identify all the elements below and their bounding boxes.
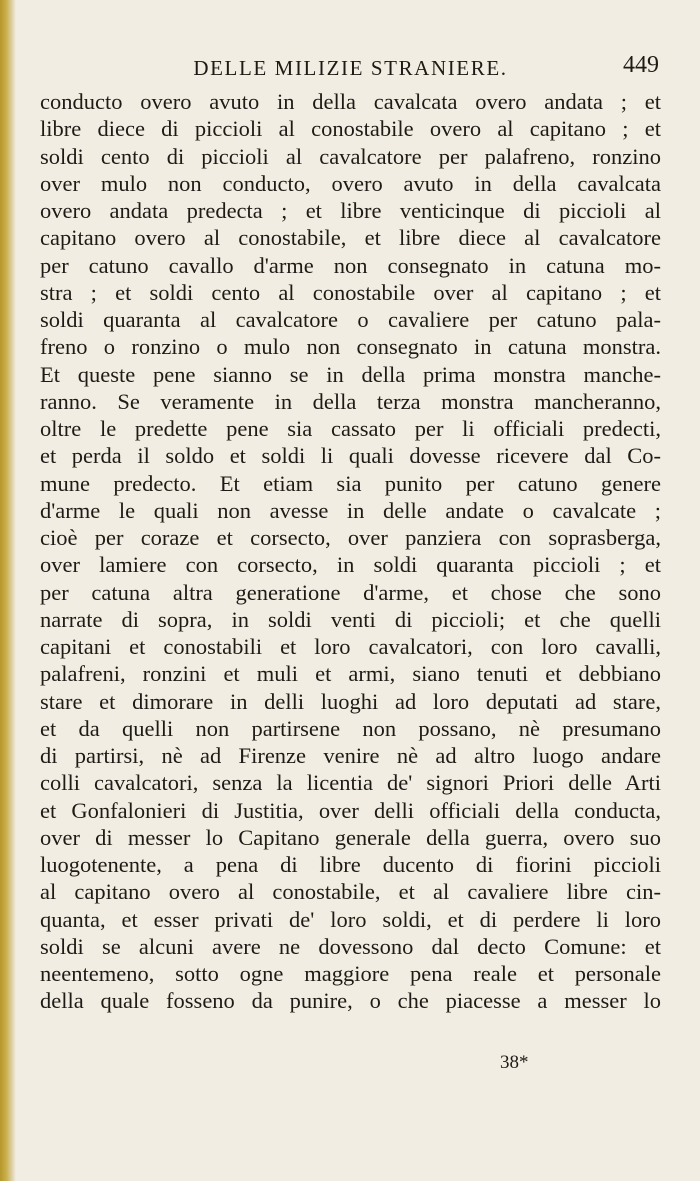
text-line: per catuna altra generatione d'arme, et chose che sono [40,579,661,605]
text-line: d'arme le quali non avesse in delle andate o cavalcate ; [40,497,661,523]
text-line: soldi quaranta al cavalcatore o cavaliere per catuno pala- [40,307,661,332]
text-line: libre diece di piccioli al conostabile overo al capitano ; et [40,116,661,142]
text-line: soldi cento di piccioli al cavalcatore per palafreno, ronzino [40,143,661,169]
text-line: freno o ronzino o mulo non consegnato in catuna monstra. [40,334,661,360]
text-line: soldi se alcuni avere ne dovessono dal decto Comune: et [40,933,661,959]
text-line: conducto overo avuto in della cavalcata overo andata ; et [40,89,661,114]
text-line: cioè per coraze et corsecto, over panziera con soprasberga, [40,525,661,550]
text-line: oltre le predette pene sia cassato per li officiali predecti, [40,416,661,441]
text-line: luogotenente, a pena di libre ducento di fiorini piccioli [40,852,661,877]
text-line: della quale fosseno da punire, o che piacesse a messer lo [40,988,661,1014]
text-line: et da quelli non partirsene non possano, nè presumano [40,715,661,741]
page-number: 449 [623,52,659,78]
text-line: al capitano overo al conostabile, et al cavaliere libre cin- [40,879,661,905]
text-line: mune predecto. Et etiam sia punito per catuno genere [40,470,661,496]
running-title: DELLE MILIZIE STRANIERE. [193,56,508,80]
text-line: per catuno cavallo d'arme non consegnato in catuna mo- [40,252,661,278]
page-edge [0,0,16,1181]
text-line: quanta, et esser privati de' loro soldi, et di perdere li loro [40,906,661,932]
running-header [40,52,661,92]
text-line: stare et dimorare in delli luoghi ad loro deputati ad stare, [40,688,661,714]
text-line: narrate di sopra, in soldi venti di piccioli; et che quelli [40,606,661,632]
text-line: stra ; et soldi cento al conostabile over al capitano ; et [40,279,661,305]
text-line: overo andata predecta ; et libre venticinque di piccioli al [40,198,661,223]
text-line: over mulo non conducto, overo avuto in della cavalcata [40,170,661,196]
text-line: ranno. Se veramente in della terza monstra mancheranno, [40,388,661,414]
text-line: capitano overo al conostabile, et libre diece al cavalcatore [40,225,661,251]
text-line: Et queste pene sianno se in della prima monstra manche- [40,361,661,387]
text-line: over di messer lo Capitano generale della guerra, overo suo [40,824,661,850]
text-line: colli cavalcatori, senza la licentia de' signori Priori delle Arti [40,770,661,796]
text-line: et perda il soldo et soldi li quali dovesse ricevere dal Co- [40,443,661,469]
text-line: palafreni, ronzini et muli et armi, siano tenuti et debbiano [40,661,661,687]
text-line: over lamiere con corsecto, in soldi quaranta piccioli ; et [40,552,661,578]
text-line: di partirsi, nè ad Firenze venire nè ad altro luogo andare [40,743,661,768]
text-line: neentemeno, sotto ogne maggiore pena reale et personale [40,961,661,986]
signature-mark: 38* [500,1052,529,1073]
text-line: et Gonfalonieri di Justitia, over delli officiali della conducta, [40,797,661,823]
text-line: capitani et conostabili et loro cavalcatori, con loro cavalli, [40,634,661,659]
body-text [40,88,661,1015]
